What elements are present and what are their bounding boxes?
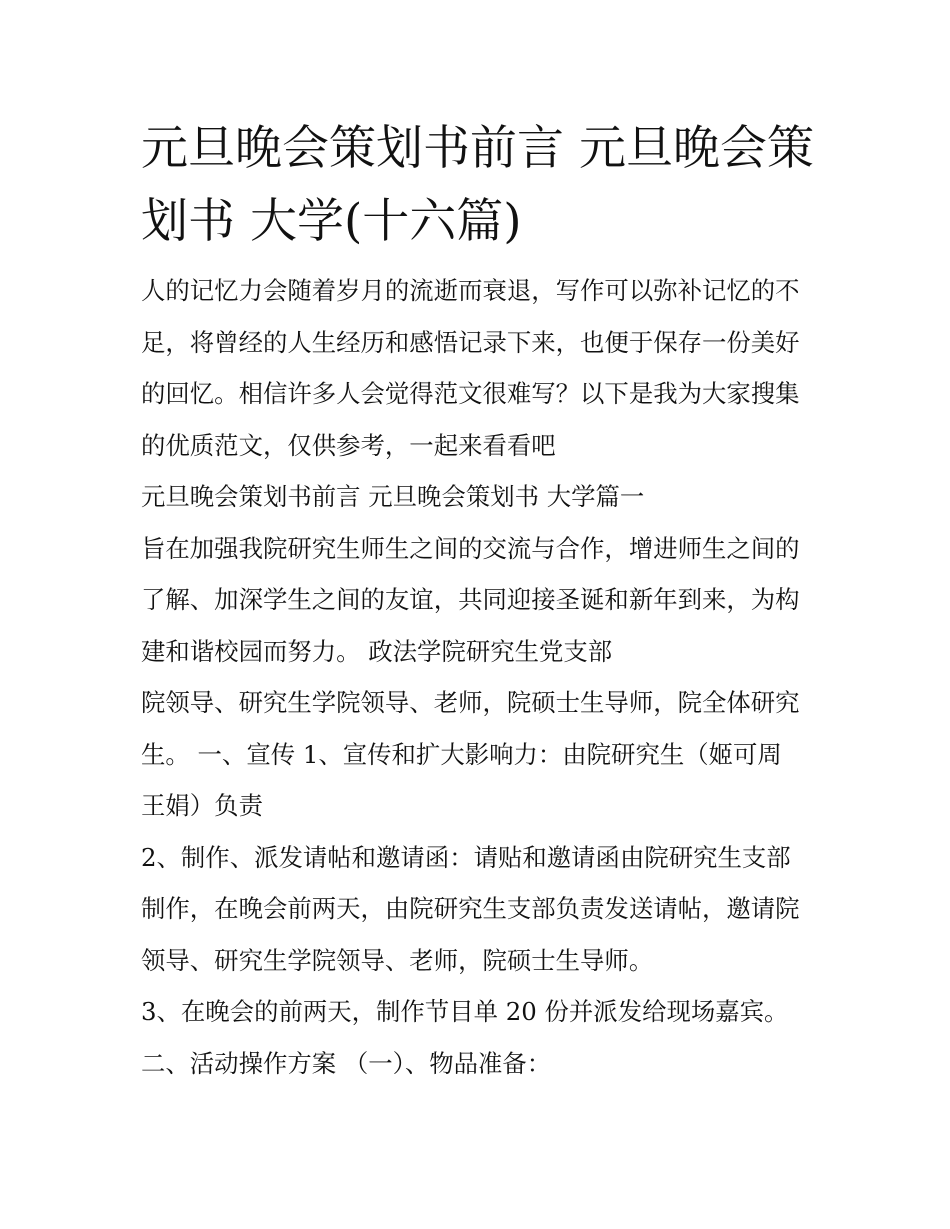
intro-paragraph: 人的记忆力会随着岁月的流逝而衰退，写作可以弥补记忆的不足，将曾经的人生经历和感悟记录下来，也便于保存一份美好的回忆。相信许多人会觉得范文很难写？以下是我为大家搜集的优质范文，仅供参考，一起来看看吧 bbox=[141, 276, 800, 460]
program-paragraph: 3、在晚会的前两天，制作节目单 20 份并派发给现场嘉宾。 bbox=[141, 997, 789, 1026]
document-content bbox=[141, 112, 821, 1089]
section-heading: 元旦晚会策划书前言 元旦晚会策划书 大学篇一 bbox=[141, 482, 645, 511]
invitation-paragraph: 2、制作、派发请帖和邀请函：请贴和邀请函由院研究生支部制作，在晚会前两天，由院研究生支部负责发送请帖，邀请院领导、研究生学院领导、老师，院硕士生导师。 bbox=[141, 842, 800, 975]
attendees-paragraph: 院领导、研究生学院领导、老师，院硕士生导师，院全体研究生。 一、宣传 1、宣传和扩大影响力：由院研究生（姬可周 王娟）负责 bbox=[141, 688, 800, 820]
document-body bbox=[141, 265, 821, 1089]
purpose-paragraph: 旨在加强我院研究生师生之间的交流与合作，增进师生之间的了解、加深学生之间的友谊，共同迎接圣诞和新年到来，为构建和谐校园而努力。 政法学院研究生党支部 bbox=[141, 533, 800, 666]
operation-plan-paragraph: 二、活动操作方案 （一）、物品准备： bbox=[141, 1048, 552, 1078]
document-title: 元旦晚会策划书前言 元旦晚会策划书 大学(十六篇) bbox=[141, 121, 814, 249]
